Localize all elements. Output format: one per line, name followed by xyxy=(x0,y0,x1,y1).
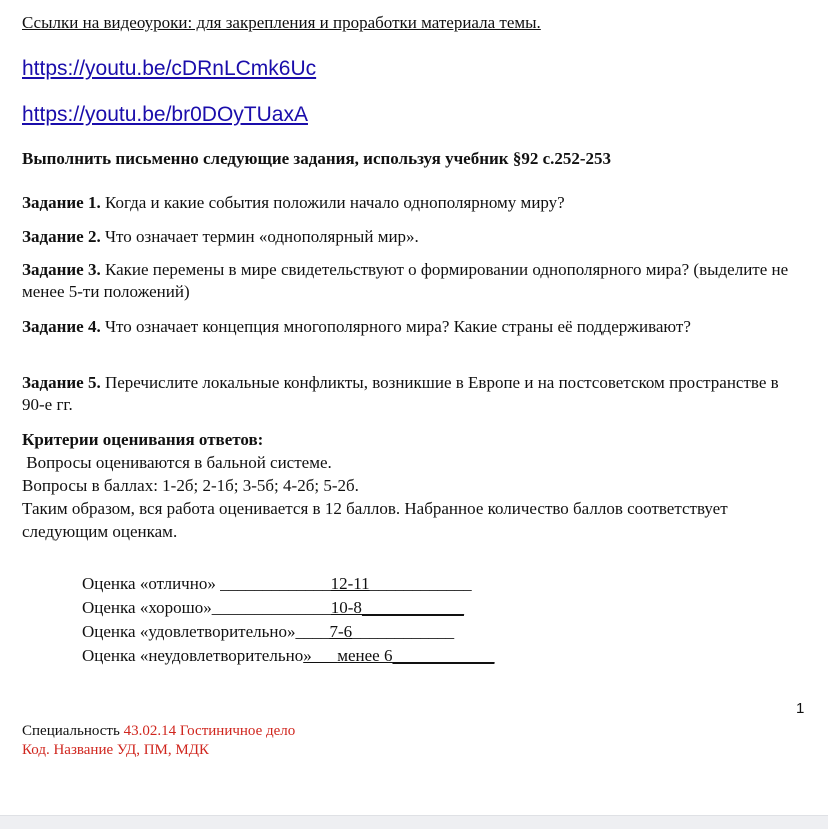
specialty-label: Специальность xyxy=(22,723,124,739)
grade-tail: ____________ xyxy=(392,646,495,665)
task-text: Что означает концепция многополярного мира? Какие страны её поддерживают? xyxy=(100,317,691,336)
task-label: Задание 2. xyxy=(22,227,101,246)
criteria-line-2: Вопросы в баллах: 1-2б; 2-1б; 3-5б; 4-2б; 5-2б. xyxy=(22,476,359,495)
video-link-1[interactable]: https://youtu.be/cDRnLCmk6Uc xyxy=(22,57,317,80)
criteria-heading: Критерии оценивания ответов: xyxy=(22,430,264,449)
task-label: Задание 1. xyxy=(22,193,101,212)
criteria-line-3: Таким образом, вся работа оценивается в 12 баллов. Набранное количество баллов соответствует следующим оценкам. xyxy=(22,499,728,541)
specialty-value: 43.02.14 Гостиничное дело xyxy=(123,723,296,739)
task-5 xyxy=(22,372,802,416)
grade-tail: ____________ xyxy=(361,598,464,617)
page-footer xyxy=(22,722,295,760)
grade-value: менее 6 xyxy=(337,646,393,665)
grade-gap: ____ xyxy=(295,622,330,641)
grade-tail: ____________ xyxy=(352,622,455,641)
task-text: Что означает термин «однополярный мир». xyxy=(100,227,419,246)
task-text: Перечислите локальные конфликты, возникшие в Европе и на постсоветском пространстве в 90-е гг. xyxy=(22,373,779,414)
criteria-line-1: Вопросы оцениваются в бальной системе. xyxy=(22,453,332,472)
instruction-heading: Выполнить письменно следующие задания, используя учебник §92 с.252-253 xyxy=(22,149,612,168)
grade-label: Оценка «неудовлетворительно xyxy=(82,646,304,665)
footer-code-line: Код. Название УД, ПМ, МДК xyxy=(22,742,209,758)
viewer-bottom-bar xyxy=(0,815,828,829)
task-label: Задание 5. xyxy=(22,373,101,392)
task-2 xyxy=(22,226,802,248)
grade-row-unsatisfactory xyxy=(82,644,494,668)
grade-label: Оценка «удовлетворительно» xyxy=(82,622,296,641)
grade-label: Оценка «хорошо» xyxy=(82,598,212,617)
grade-tail: ____________ xyxy=(369,574,472,593)
grade-value: 12-11 xyxy=(330,574,370,593)
grade-row-good xyxy=(82,596,494,620)
task-label: Задание 3. xyxy=(22,260,101,279)
task-label: Задание 4. xyxy=(22,317,101,336)
task-text: Какие перемены в мире свидетельствуют о формировании однополярного мира? (выделите не менее 5-ти положений) xyxy=(22,260,789,301)
intro-text: Ссылки на видеоуроки: для закрепления и проработки материала темы. xyxy=(22,13,541,32)
grade-table xyxy=(82,572,494,668)
task-4 xyxy=(22,316,802,338)
grade-value: 10-8 xyxy=(330,598,362,617)
page-number: 1 xyxy=(796,700,805,717)
grade-value: 7-6 xyxy=(329,622,353,641)
grade-row-excellent xyxy=(82,572,494,596)
grade-gap: _____________ xyxy=(220,574,331,593)
footer-specialty xyxy=(22,722,295,741)
grade-label: Оценка «отлично» xyxy=(82,574,221,593)
task-text: Когда и какие события положили начало однополярному миру? xyxy=(100,193,565,212)
grade-row-satisfactory xyxy=(82,620,494,644)
grade-gap: »___ xyxy=(303,646,338,665)
video-link-2[interactable]: https://youtu.be/br0DOyTUaxA xyxy=(22,103,308,126)
grading-criteria xyxy=(22,428,802,543)
task-3 xyxy=(22,259,802,303)
task-1 xyxy=(22,192,802,214)
grade-gap: ______________ xyxy=(211,598,331,617)
